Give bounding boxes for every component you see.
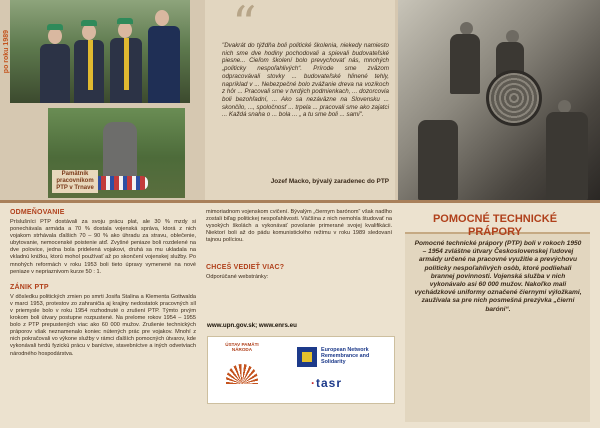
pp-title: POMOCNÉ TECHNICKÉ PRÁPORY xyxy=(432,213,558,238)
monument-caption: Pamätník pracovníkom PTP v Trnave xyxy=(52,170,98,193)
workers-photo xyxy=(398,0,600,200)
quote-author: Jozef Macko, bývalý zaradenec do PTP xyxy=(270,178,389,185)
tasr-logo-text: tasr xyxy=(316,376,343,390)
column-middle xyxy=(206,209,392,282)
pp-text: Pomocné technické prápory (PTP) boli v rokoch 1950 – 1954 zvláštne útvary Československej ľudovej armády určené na pracovné využitie a prevýchovu politicky nespoľahlivých osôb, ktoré podliehali brannej povinnosti. Vojenská služba v nich vykonávalo asi 60 000 mužov. Nakoľko mali vychádzkové uniformy označené čiernymi výložkami, zaužívala sa pre nich posmešná prezývka „čierni baróni“. xyxy=(414,240,582,313)
section-text-zanik: V dôsledku politických zmien po smrti Josifa Stalina a Klementa Gottwalda v marci 1953, protestov zo zahraničia aj krajiny nedostatok pracovných síl v priemysle bolo v roku 1954 rozhodnuté o zrušení PTP. Týmto prvým krokom boli útvary postupne rozpustené. Na prelome rokov 1954 – 1955 bolo z PTP prepustených viac ako 60 000 mužov. Zrušenie technických práporov však neznamenalo koniec nútených prác pre vojakov. Mnohí z nich pokračovali vo výkone služby v rámci ďalších pomocných útvarov, kde vykonávali tvrdú fyzickú prácu v baníctve, stavebníctve a iných odvetviach národného hospodárstva. xyxy=(10,293,196,357)
upn-logo-text: ÚSTAV PAMÄTI NÁRODA xyxy=(225,342,259,353)
section-heading-zanik: ZÁNIK PTP xyxy=(10,283,49,291)
veterans-photo xyxy=(10,0,190,103)
cable-drum xyxy=(486,70,542,126)
section-text-odmenovanie: Príslušníci PTP dostávali za svoju prácu plat, ale 30 % mzdy si ponechávala armáda a 70 % dostala vojenská správa, ktorá z nich vojakom strhávala ďalšich 70 – 90 % ako úhradu za stravu, oblečenie, ubytovanie, nemocenské poistenie atď. Zvyšné peniaze boli rozdelené na dve polovice, jedna bola pridelená vojakovi, druhá sa mu ukladala na vkladnú knižku, ktorú mohol používať až po skončení vojenskej služby. Po mnohých reformách v roku 1953 boli tieto úpravy vymenené na nové peniaze v nepriaznivom kurze 50 : 1. xyxy=(10,219,196,275)
quote-text: "Dvakrát do týždňa boli politické školenia, niekedy namiesto nich sme dve hodiny pochodovali a spievali budovateľské piesne... Cieľom školení bolo prevychovať nás, mnohých „politicky nespoľahlivých“. Prírode sme zväzom odpracovávali stovky ... budovateľské hlinené tehly, napríklad v ... Nebezpečné bolo zvážanie dreva na vozíkoch z hôr ... Pracovali sme v tvrdých podmienkach, ... dozorcovia boli bezohľadní, ... Ako sa nezáväzne na Slovensku ... skončilo, ..., spoločnosť ... trpela ... pracovali sme ako zajatci ... Každá snaha o ... bola ... „ a tu sme boli ... sami". xyxy=(222,42,389,119)
recommended-websites-label: Odporúčané webstránky: xyxy=(206,274,269,281)
section-heading-odmenovanie: ODMEŇOVANIE xyxy=(10,209,65,216)
monument-stone xyxy=(103,122,137,182)
section-text-mimoriadne: mimoriadnom vojenskom cvičení. Bývalým „čiernym barónom“ však nadlho zostali biľag politickej nespoľahlivosti. Väčšina z nich nemohla študovať na vysokých školách a vykonávať povolanie primerané svojej kvalifikácii. Niektorí boli až do pádu komunistického režimu v roku 1989 sledovaní tajnou políciou. xyxy=(206,209,392,244)
section-heading-chces: CHCEŠ VEDIEŤ VIAC? xyxy=(206,264,285,272)
column-left xyxy=(10,209,196,358)
tasr-logo: ·tasr xyxy=(311,376,343,390)
enrs-logo-text: European Network Remembrance and Solidarity xyxy=(321,347,370,366)
enrs-logo-inner xyxy=(302,352,312,362)
web-links[interactable]: www.upn.gov.sk; www.enrs.eu xyxy=(207,322,297,329)
quote-mark-icon: “ xyxy=(232,0,257,52)
vertical-caption: po roku 1989 xyxy=(3,30,10,74)
